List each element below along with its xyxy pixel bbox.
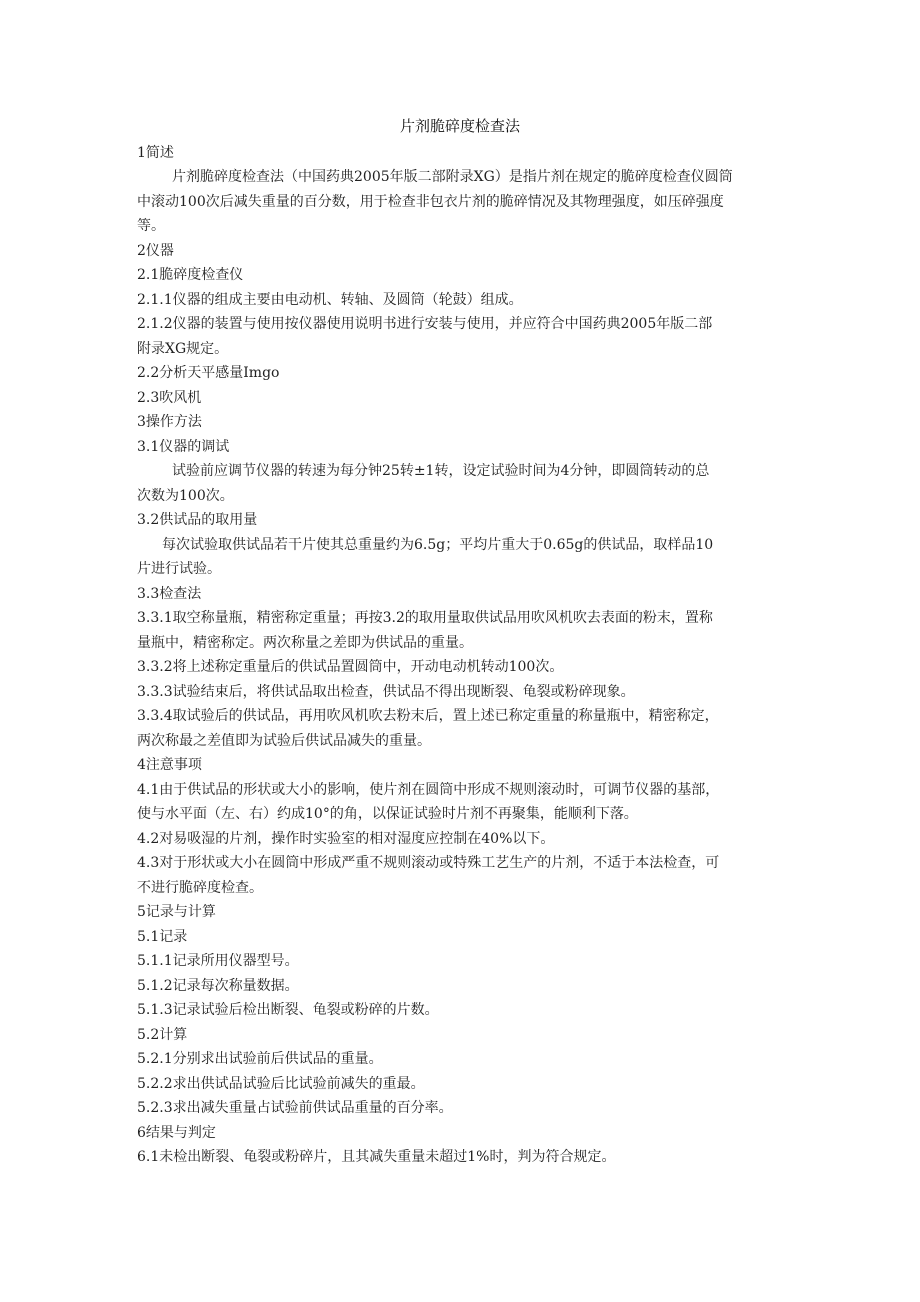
paragraph-line: 附录XG规定。 bbox=[137, 341, 229, 357]
paragraph-line: 2.2分析天平感量Imgo bbox=[137, 365, 280, 381]
paragraph-line: 3.3.3试验结束后，将供试品取出检查，供试品不得出现断裂、龟裂或粉碎现象。 bbox=[137, 684, 635, 700]
paragraph-line: 5.1.3记录试验后检出断裂、龟裂或粉碎的片数。 bbox=[137, 1002, 439, 1018]
paragraph-line: 4.2对易吸湿的片剂，操作时实验室的相对湿度应控制在40%以下。 bbox=[137, 831, 555, 847]
paragraph-line: 3.3.1取空称量瓶，精密称定重量；再按3.2的取用量取供试品用吹风机吹去表面的粉末，置称 bbox=[137, 610, 713, 626]
paragraph-line: 3.3.4取试验后的供试品，再用吹风机吹去粉末后，置上述已称定重量的称量瓶中，精密称定， bbox=[137, 708, 719, 724]
paragraph-line: 5.2.3求出减失重量占试验前供试品重量的百分率。 bbox=[137, 1100, 453, 1116]
paragraph-line: 5.2.2求出供试品试验后比试验前减失的重最。 bbox=[137, 1076, 425, 1092]
paragraph-line: 2.3吹风机 bbox=[137, 390, 202, 406]
paragraph-line: 6.1未检出断裂、龟裂或粉碎片，且其减失重量未超过1%时，判为符合规定。 bbox=[137, 1149, 616, 1165]
section-heading-5: 5记录与计算 bbox=[137, 904, 216, 920]
subsection-heading: 5.1记录 bbox=[137, 929, 188, 945]
paragraph-line: 4.3对于形状或大小在圆筒中形成严重不规则滚动或特殊工艺生产的片剂，不适于本法检查，可 bbox=[137, 855, 720, 871]
paragraph-line: 3.3.2将上述称定重量后的供试品置圆筒中，开动电动机转动100次。 bbox=[137, 659, 564, 675]
paragraph-line: 2.1.1仪器的组成主要由电动机、转轴、及圆筒（轮鼓）组成。 bbox=[137, 292, 523, 308]
section-heading-4: 4注意事项 bbox=[137, 757, 202, 773]
section-heading-3: 3操作方法 bbox=[137, 414, 202, 430]
subsection-heading: 3.2供试品的取用量 bbox=[137, 512, 258, 528]
subsection-heading: 5.2计算 bbox=[137, 1027, 188, 1043]
paragraph-line: 使与水平面（左、右）约成10°的角，以保证试验时片剂不再聚集，能顺利下落。 bbox=[137, 806, 638, 822]
paragraph-line: 2.1.2仪器的装置与使用按仪器使用说明书进行安装与使用，并应符合中国药典2005年版二部 bbox=[137, 316, 713, 332]
paragraph-line: 5.2.1分别求出试验前后供试品的重量。 bbox=[137, 1051, 383, 1067]
paragraph-line: 片进行试验。 bbox=[137, 561, 221, 577]
subsection-heading: 3.1仪器的调试 bbox=[137, 439, 230, 455]
paragraph-line: 试验前应调节仪器的转速为每分钟25转±1转，设定试验时间为4分钟，即圆筒转动的总 bbox=[172, 463, 710, 479]
paragraph-line: 量瓶中，精密称定。两次称量之差即为供试品的重量。 bbox=[137, 635, 473, 651]
section-heading-6: 6结果与判定 bbox=[137, 1125, 216, 1141]
paragraph-line: 每次试验取供试品若干片使其总重量约为6.5g；平均片重大于0.65g的供试品，取样品10 bbox=[162, 537, 714, 553]
section-heading-2: 2仪器 bbox=[137, 243, 174, 259]
paragraph-line: 两次称最之差值即为试验后供试品减失的重量。 bbox=[137, 733, 431, 749]
subsection-heading: 2.1脆碎度检查仪 bbox=[137, 267, 244, 283]
paragraph-line: 次数为100次。 bbox=[137, 488, 234, 504]
document-title: 片剂脆碎度检查法 bbox=[399, 117, 520, 135]
paragraph-line: 等。 bbox=[137, 218, 165, 234]
paragraph-line: 5.1.2记录每次称量数据。 bbox=[137, 978, 299, 994]
paragraph-line: 5.1.1记录所用仪器型号。 bbox=[137, 953, 299, 969]
subsection-heading: 3.3检查法 bbox=[137, 586, 202, 602]
paragraph-line: 4.1由于供试品的形状或大小的影响，使片剂在圆筒中形成不规则滚动时，可调节仪器的基部， bbox=[137, 782, 720, 798]
paragraph-line: 片剂脆碎度检查法（中国药典2005年版二部附录XG）是指片剂在规定的脆碎度检查仪圆筒 bbox=[172, 169, 733, 185]
section-heading-1: 1简述 bbox=[137, 145, 174, 161]
paragraph-line: 不进行脆碎度检查。 bbox=[137, 880, 263, 896]
paragraph-line: 中滚动100次后减失重量的百分数，用于检查非包衣片剂的脆碎情况及其物理强度，如压碎强度 bbox=[137, 194, 724, 210]
